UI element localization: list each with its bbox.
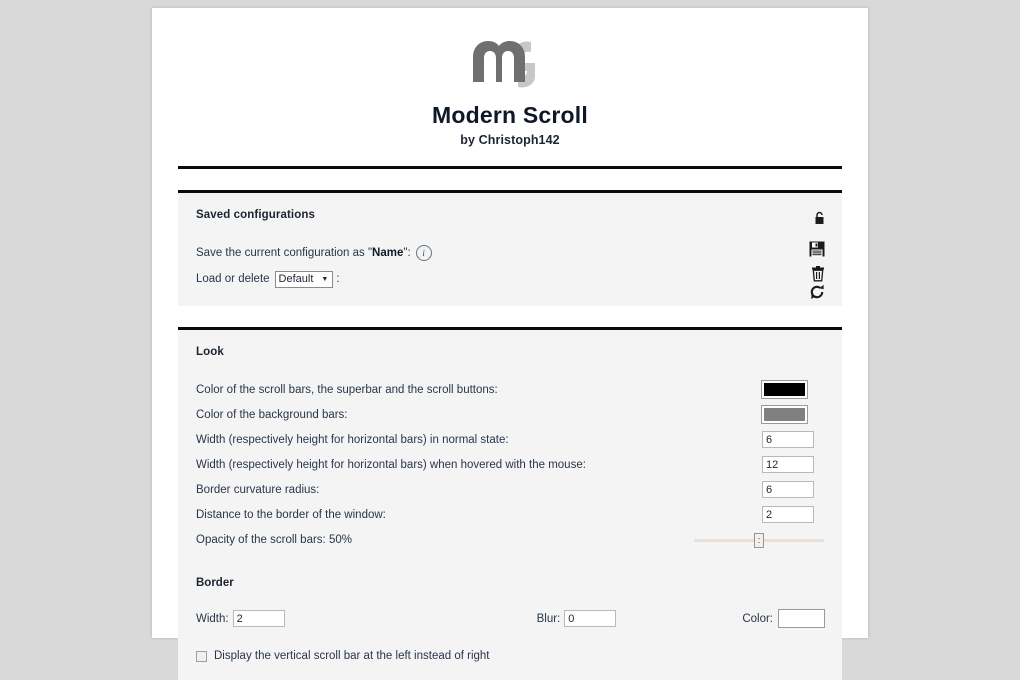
save-config-row — [196, 244, 824, 262]
look-options — [196, 378, 824, 551]
floppy-disk-save-icon[interactable] — [809, 241, 825, 257]
option-row — [196, 478, 824, 501]
border-blur-input[interactable] — [564, 610, 616, 627]
saved-configurations-panel — [178, 190, 842, 306]
border-radius-input[interactable] — [762, 481, 814, 498]
saved-configurations-icons — [779, 209, 825, 283]
load-delete-row — [196, 270, 824, 288]
option-label: Border curvature radius: — [196, 483, 320, 496]
border-width-label: Width: — [196, 612, 229, 625]
look-title: Look — [196, 346, 224, 359]
restore-refresh-icon[interactable] — [809, 284, 825, 300]
border-color-swatch[interactable] — [779, 610, 824, 627]
trash-icon[interactable] — [811, 266, 825, 282]
info-icon[interactable]: i — [416, 245, 432, 261]
look-panel — [178, 327, 842, 680]
option-label: Color of the background bars: — [196, 408, 348, 421]
border-subsection-title: Border — [196, 577, 234, 590]
header-divider — [178, 166, 842, 169]
lock-icon[interactable] — [814, 211, 825, 225]
load-delete-suffix: : — [336, 273, 340, 286]
border-width-input[interactable] — [233, 610, 285, 627]
option-row — [196, 428, 824, 451]
background-bars-color-swatch[interactable] — [762, 406, 807, 423]
modern-scroll-logo-icon — [465, 36, 555, 94]
border-fields-row — [196, 610, 824, 627]
option-row — [196, 528, 824, 551]
window-distance-input[interactable] — [762, 506, 814, 523]
option-label: Distance to the border of the window: — [196, 508, 386, 521]
page-title: Modern Scroll — [432, 102, 588, 128]
border-color-label: Color: — [742, 612, 773, 625]
option-row — [196, 378, 824, 401]
opacity-slider-thumb[interactable] — [754, 533, 764, 548]
left-scrollbar-checkbox-row — [196, 650, 824, 662]
app-author: by Christoph142 — [460, 133, 560, 148]
configuration-select[interactable] — [275, 271, 334, 288]
chevron-down-icon: ▼ — [321, 275, 329, 283]
width-normal-input[interactable] — [762, 431, 814, 448]
scrollbar-color-swatch[interactable] — [762, 381, 807, 398]
app-logo — [465, 36, 555, 94]
saved-configurations-title: Saved configurations — [196, 209, 315, 222]
option-label: Width (respectively height for horizontal bars) when hovered with the mouse: — [196, 458, 586, 471]
option-label: Opacity of the scroll bars: 50% — [196, 533, 352, 546]
option-row — [196, 503, 824, 526]
width-hovered-input[interactable] — [762, 456, 814, 473]
option-row — [196, 453, 824, 476]
opacity-slider[interactable] — [694, 530, 824, 550]
option-row — [196, 403, 824, 426]
border-blur-label: Blur: — [536, 612, 561, 625]
app-page — [152, 8, 868, 663]
left-scrollbar-checkbox[interactable] — [196, 651, 207, 662]
option-label: Color of the scroll bars, the superbar and the scroll buttons: — [196, 383, 498, 396]
left-scrollbar-checkbox-label: Display the vertical scroll bar at the left instead of right — [214, 650, 490, 663]
app-header — [152, 8, 868, 147]
option-label: Width (respectively height for horizontal bars) in normal state: — [196, 433, 509, 446]
load-delete-label: Load or delete — [196, 273, 270, 286]
save-config-label: Save the current configuration as "Name": — [196, 247, 411, 260]
configuration-select-value: Default — [278, 273, 314, 286]
